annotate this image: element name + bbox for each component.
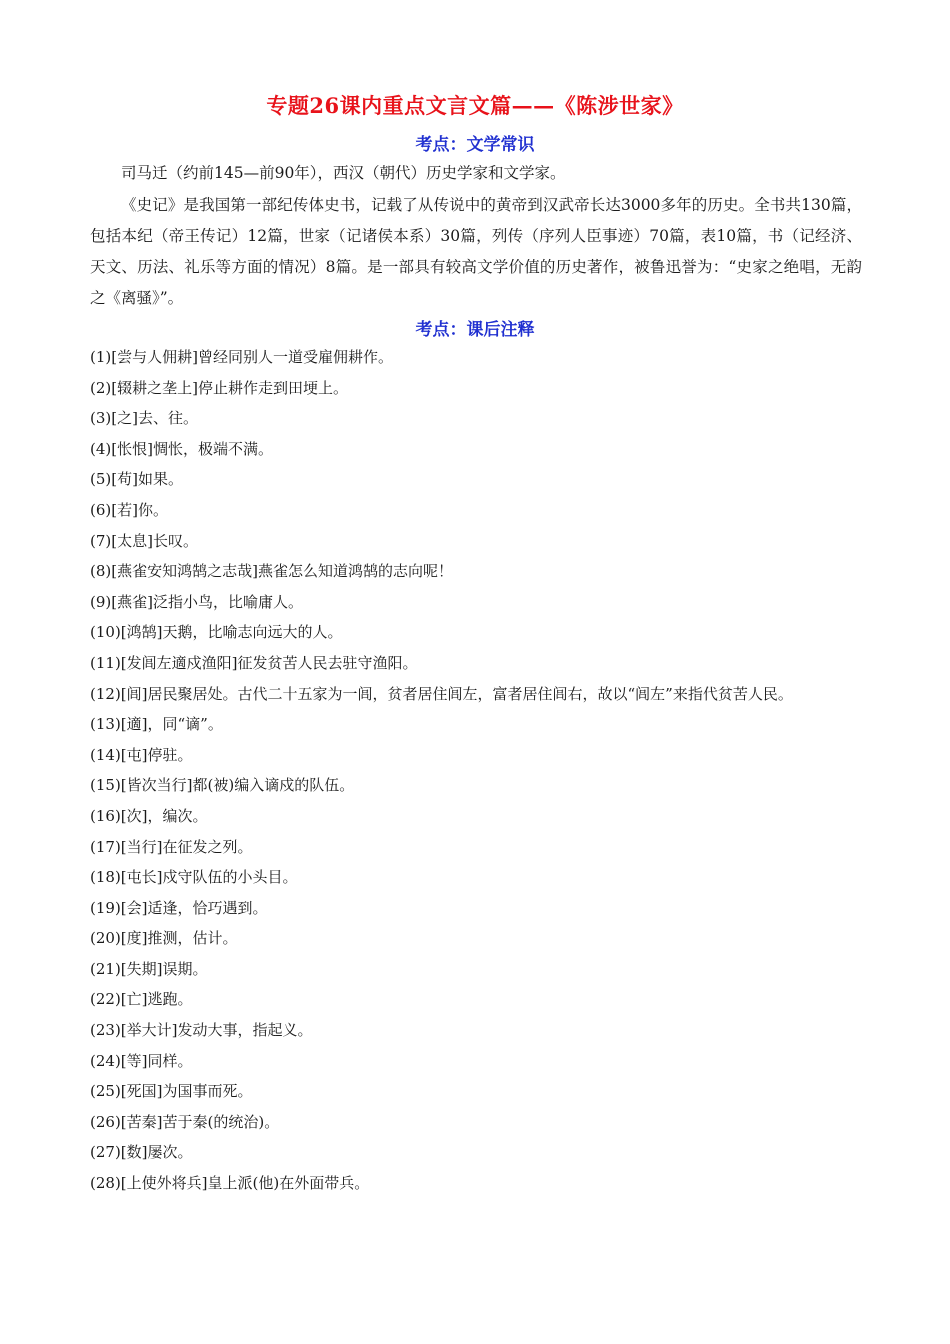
annotation-item: (22)[亡]逃跑。	[90, 990, 193, 1009]
annotation-item: (4)[怅恨]惆怅，极端不满。	[90, 439, 273, 458]
annotation-item: (6)[若]你。	[90, 500, 168, 519]
paragraph-author-intro: 司马迁（约前145—前90年），西汉（朝代）历史学家和文学家。	[121, 164, 566, 182]
annotation-item: (21)[失期]误期。	[90, 959, 208, 978]
annotation-item: (25)[死国]为国事而死。	[90, 1082, 253, 1101]
annotation-item: (17)[当行]在征发之列。	[90, 837, 253, 856]
annotation-item: (9)[燕雀]泛指小鸟，比喻庸人。	[90, 592, 303, 611]
annotation-item: (5)[苟]如果。	[90, 470, 183, 489]
annotation-item: (27)[数]屡次。	[90, 1143, 193, 1162]
annotation-list	[90, 342, 862, 1199]
annotation-item: (16)[次]，编次。	[90, 806, 208, 825]
annotation-item: (24)[等]同样。	[90, 1051, 193, 1070]
annotation-item: (13)[適]，同“谪”。	[90, 715, 223, 734]
annotation-item: (15)[皆次当行]都(被)编入谪戍的队伍。	[90, 776, 355, 795]
paragraph-shiji-intro: 《史记》是我国第一部纪传体史书，记载了从传说中的黄帝到汉武帝长达3000多年的历史。全书共130篇，包括本纪（帝王传记）12篇，世家（记诸侯本系）30篇，列传（序列人臣事迹）70篇，表10篇，书（记经济、天文、历法、礼乐等方面的情况）8篇。是一部具有较高文学价值的历史著作，被鲁迅誉为：“史家之绝唱，无韵之《离骚》”。	[90, 196, 862, 307]
annotation-item: (10)[鸿鹄]天鹅，比喻志向远大的人。	[90, 623, 343, 642]
annotation-item: (26)[苦秦]苦于秦(的统治)。	[90, 1112, 280, 1131]
section-heading-annotations: 考点：课后注释	[415, 320, 535, 340]
annotation-item: (11)[发闾左適戍渔阳]征发贫苦人民去驻守渔阳。	[90, 653, 418, 672]
annotation-item: (19)[会]适逢，恰巧遇到。	[90, 898, 268, 917]
annotation-item: (23)[举大计]发动大事，指起义。	[90, 1021, 313, 1040]
annotation-item: (3)[之]去、往。	[90, 409, 198, 428]
annotation-item: (8)[燕雀安知鸿鹄之志哉]燕雀怎么知道鸿鹄的志向呢！	[90, 562, 453, 581]
annotation-item: (28)[上使外将兵]皇上派(他)在外面带兵。	[90, 1174, 370, 1193]
annotation-item: (12)[闾]居民聚居处。古代二十五家为一闾，贫者居住闾左，富者居住闾右，故以“闾左”来指代贫苦人民。	[90, 684, 793, 703]
document-title: 专题26课内重点文言文篇——《陈涉世家》	[266, 93, 684, 118]
annotation-item: (1)[尝与人佣耕]曾经同别人一道受雇佣耕作。	[90, 348, 393, 366]
section-heading-literary-knowledge: 考点：文学常识	[415, 135, 535, 155]
annotation-item: (20)[度]推测，估计。	[90, 929, 238, 948]
annotation-item: (18)[屯长]戍守队伍的小头目。	[90, 868, 298, 887]
annotation-item: (14)[屯]停驻。	[90, 745, 193, 764]
annotation-item: (2)[辍耕之垄上]停止耕作走到田埂上。	[90, 378, 348, 397]
annotation-item: (7)[太息]长叹。	[90, 531, 198, 550]
